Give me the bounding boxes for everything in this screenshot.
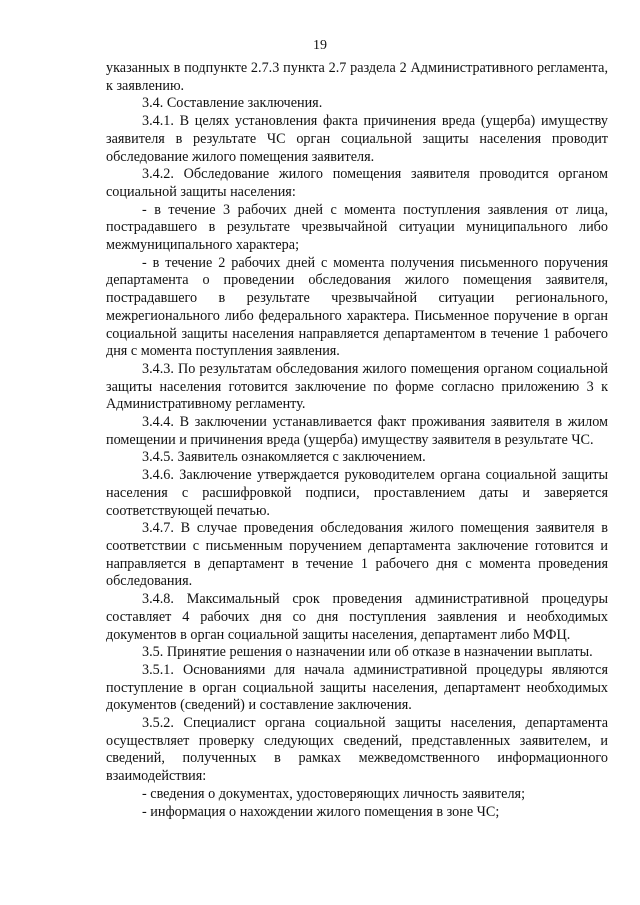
section-heading: 3.4. Составление заключения. bbox=[142, 95, 323, 112]
section-heading: 3.5. Принятие решения о назначении или об отказе в назначении выплаты. bbox=[142, 644, 593, 661]
paragraph: 3.4.4. В заключении устанавливается факт проживания заявителя в жилом помещении и причинения вреда (ущерба) имуществу заявителя в результате ЧС. bbox=[106, 414, 608, 448]
list-item: - информация о нахождении жилого помещения в зоне ЧС; bbox=[142, 803, 500, 820]
paragraph: указанных в подпункте 2.7.3 пункта 2.7 раздела 2 Административного регламента, к заявлению. bbox=[106, 60, 608, 94]
list-item: - в течение 2 рабочих дней с момента получения письменного поручения департамента о проведении обследования жилого помещения заявителя, пострадавшего в результате чрезвычайной ситуации регионального, межрегионального либо федерального характера. Письменное поручение в орган социальной защиты населения направляется департаментом в течение 1 рабочего дня с момента поступления заявления. bbox=[106, 254, 608, 360]
paragraph: 3.5.1. Основаниями для начала административной процедуры являются поступление в орган социальной защиты населения, департамент необходимых документов (сведений) и составление заключения. bbox=[106, 661, 608, 714]
page-number: 19 bbox=[313, 38, 327, 53]
paragraph: 3.4.8. Максимальный срок проведения административной процедуры составляет 4 рабочих дня со дня поступления заявления и необходимых документов в орган социальной защиты населения, департамент либо МФЦ. bbox=[106, 591, 608, 643]
list-item: - сведения о документах, удостоверяющих личность заявителя; bbox=[142, 785, 526, 802]
list-item: - в течение 3 рабочих дней с момента поступления заявления от лица, пострадавшего в результате чрезвычайной ситуации муниципального либо межмуниципального характера; bbox=[106, 201, 608, 254]
paragraph: 3.4.2. Обследование жилого помещения заявителя проводится органом социальной защиты населения: bbox=[106, 166, 608, 200]
document-body bbox=[106, 60, 608, 821]
paragraph: 3.4.5. Заявитель ознакомляется с заключением. bbox=[142, 449, 426, 466]
paragraph: 3.4.7. В случае проведения обследования жилого помещения заявителя в соответствии с письменным поручением департамента заключение готовится и направляется в департамент в течение 1 рабочего дня с момента проведения обследования. bbox=[106, 520, 608, 590]
paragraph: 3.4.6. Заключение утверждается руководителем органа социальной защиты населения с расшифровкой подписи, проставлением даты и заверяется соответствующей печатью. bbox=[106, 467, 608, 519]
paragraph: 3.5.2. Специалист органа социальной защиты населения, департамента осуществляет проверку следующих сведений, представленных заявителем, и сведений, полученных в рамках межведомственного информационного взаимодействия: bbox=[106, 715, 608, 785]
paragraph: 3.4.1. В целях установления факта причинения вреда (ущерба) имуществу заявителя в результате ЧС орган социальной защиты населения проводит обследование жилого помещения заявителя. bbox=[106, 113, 608, 165]
paragraph: 3.4.3. По результатам обследования жилого помещения органом социальной защиты населения готовится заключение по форме согласно приложению 3 к Административному регламенту. bbox=[106, 360, 608, 413]
